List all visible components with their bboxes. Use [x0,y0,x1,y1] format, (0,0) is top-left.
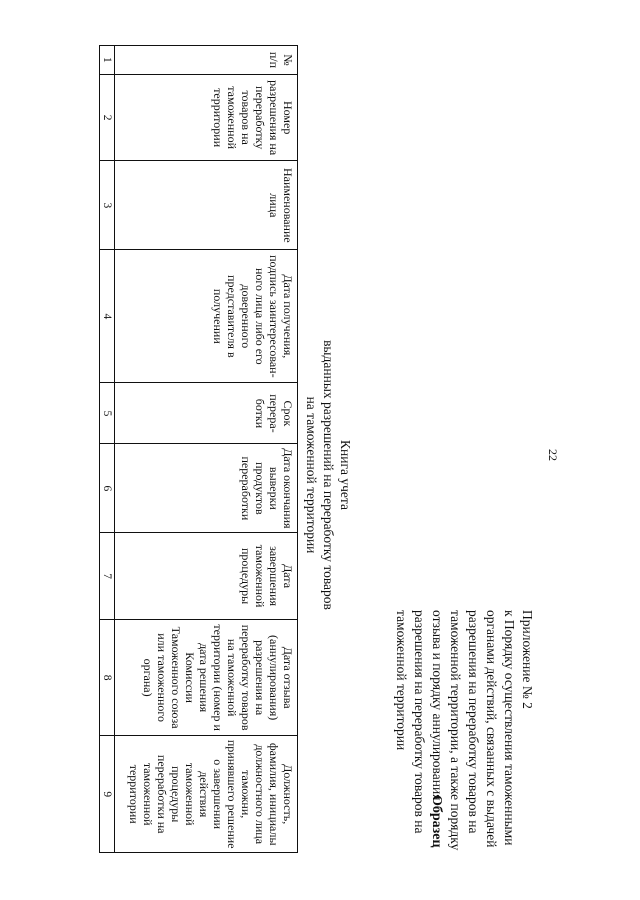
appendix-line: к Порядку осуществления таможенными [502,610,517,846]
table-number-row [100,46,115,853]
header-cell: Дата получения, подпись заинтересован-ного лица либо его доверенного представителя в получении [115,250,298,383]
header-cell: Должность, фамилия, инициалы должностного лица таможни, принявшего решение о завершении действия таможенной процедуры переработки на таможенной территории [115,736,298,853]
column-number-cell: 6 [100,444,115,533]
appendix-line: таможенной территории, а также порядку [448,610,463,851]
column-number-cell: 3 [100,161,115,250]
book-title-line: Книга учета [338,440,353,510]
header-cell: Дата завершения таможенной процедуры [115,533,298,620]
appendix-line: органами действий, связанных с выдачей [484,610,499,848]
column-number-cell: 9 [100,736,115,853]
header-cell: Дата отзыва (аннулирования) разрешения на переработку товаров на таможенной территории (номер и дата решения Комиссии Таможенного союза или таможенного органа) [115,619,298,736]
table-header-row [115,46,298,853]
column-number-cell: 7 [100,533,115,620]
appendix-title: Приложение № 2 [520,610,535,709]
header-cell: № п/п [115,46,298,75]
column-number-cell: 5 [100,383,115,444]
appendix-line: таможенной территории [394,610,409,751]
header-cell: Дата окончания выверки продуктов переработки [115,444,298,533]
column-number-cell: 8 [100,619,115,736]
appendix-block [392,610,536,860]
column-number-cell: 1 [100,46,115,75]
appendix-line: отзыва и порядку аннулирования [430,610,445,801]
book-title-line: на таможенной территории [304,396,319,554]
column-number-cell: 2 [100,74,115,161]
page-number: 22 [546,449,560,461]
appendix-line: разрешения на переработку товаров на [466,610,481,834]
header-cell: Номер разрешения на переработку товаров на таможенной территории [115,74,298,161]
register-table [99,45,298,853]
sample-label: Образец [429,795,444,848]
appendix-line: разрешения на переработку товаров на [412,610,427,834]
header-cell: Наименование лица [115,161,298,250]
book-title-line: выданных разрешений на переработку товаров [321,340,336,610]
book-title [303,295,354,655]
column-number-cell: 4 [100,250,115,383]
header-cell: Срок перера-ботки [115,383,298,444]
rotated-content [60,35,580,865]
